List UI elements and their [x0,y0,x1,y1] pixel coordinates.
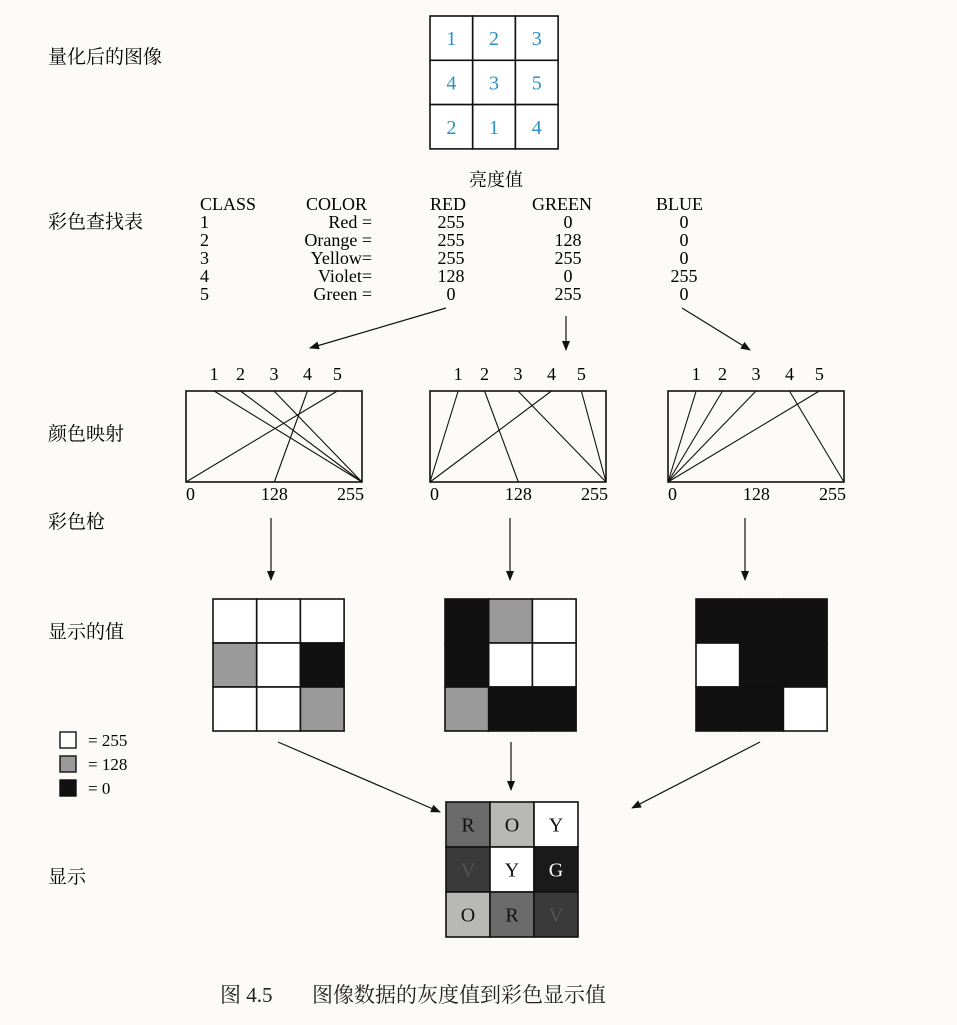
lookup-cell-red: 128 [437,266,465,286]
mapping-axis-label: 128 [742,484,770,504]
lookup-cell-color: Green = [313,284,372,304]
display-cell [445,687,489,731]
label-quantized-image: 量化后的图像 [48,47,163,68]
mapping-class-label: 2 [480,364,490,384]
lookup-cell-red: 255 [437,248,465,268]
display-cell [696,687,740,731]
arrow-blue-to-display [632,742,760,808]
final-cell-letter: O [504,814,520,837]
mapping-line [668,391,696,482]
legend-label: = 0 [88,779,111,798]
display-cell [532,643,576,687]
quantized-cell-value: 4 [531,116,542,139]
mapping-line [214,391,362,482]
display-cell [300,687,344,731]
arrow-blue-mapping [682,308,750,350]
label-display: 显示 [48,867,87,888]
mapping-line [430,391,551,482]
mapping-class-label: 1 [209,364,219,384]
final-cell-letter: V [548,904,564,927]
quantized-cell-value: 1 [446,28,457,51]
final-cell-letter: O [460,904,476,927]
lookup-cell-class: 2 [200,230,209,250]
column-header-red: RED [430,194,466,214]
lookup-cell-color: Orange = [304,230,372,250]
final-cell-letter: V [460,859,476,882]
figure-caption-text: 图像数据的灰度值到彩色显示值 [312,983,606,1007]
mapping-line [186,391,337,482]
legend-swatch [60,780,76,796]
display-cell [696,643,740,687]
display-cell [783,643,827,687]
quantized-cell-value: 5 [531,72,542,95]
mapping-class-label: 3 [751,364,761,384]
quantized-cell-value: 4 [446,72,457,95]
lookup-cell-blue: 0 [679,248,689,268]
quantized-cell-value: 3 [489,72,500,95]
color-mapping-boxes [186,364,846,504]
lookup-cell-class: 3 [200,248,209,268]
mapping-box-green [430,364,608,504]
display-cell [489,687,533,731]
final-cell-letter: R [505,904,519,927]
display-cell [257,687,301,731]
mapping-line [485,391,519,482]
mapping-class-label: 1 [691,364,701,384]
legend [60,731,127,798]
display-cell [445,599,489,643]
lookup-cell-green: 255 [554,248,582,268]
mapping-class-label: 3 [269,364,279,384]
lookup-cell-green: 0 [563,266,573,286]
display-cell [532,599,576,643]
mapping-line [668,391,819,482]
figure-caption [220,983,606,1007]
display-cell [489,599,533,643]
mapping-class-label: 5 [814,364,824,384]
mapping-box-red [186,364,364,504]
lookup-cell-class: 4 [200,266,209,286]
lookup-cell-class: 1 [200,212,209,232]
lookup-cell-red: 255 [437,230,465,250]
legend-label: = 255 [88,731,128,750]
mapping-line [274,391,307,482]
mapping-axis-label: 0 [668,484,677,504]
display-cell [489,643,533,687]
mapping-axis-label: 128 [504,484,532,504]
quantized-image-grid [430,16,558,149]
brightness-header: 亮度值 [469,170,523,191]
column-header-blue: BLUE [656,194,703,214]
mapping-axis-label: 255 [337,484,364,504]
lookup-table-rows [200,212,698,304]
display-cell [445,643,489,687]
column-header-class: CLASS [200,194,257,214]
mapping-frame [430,391,606,482]
display-cell [740,599,784,643]
display-cell [783,599,827,643]
display-cell [740,687,784,731]
display-cell [213,599,257,643]
mapping-class-label: 4 [302,364,312,384]
mapping-axis-label: 0 [186,484,195,504]
mapping-line [518,391,606,482]
quantized-cell-value: 1 [489,116,500,139]
mapping-class-label: 3 [513,364,523,384]
mapping-axis-label: 255 [581,484,608,504]
mapping-axis-label: 255 [819,484,846,504]
display-cell [257,643,301,687]
quantized-cell-value: 2 [446,116,457,139]
display-cell [213,687,257,731]
display-cell [213,643,257,687]
label-color-mapping: 颜色映射 [48,424,125,445]
arrow-red-mapping [310,308,446,348]
lookup-cell-green: 0 [563,212,573,232]
display-grid-blue [696,599,827,731]
mapping-line [241,391,362,482]
lookup-cell-red: 0 [446,284,456,304]
display-cell [300,599,344,643]
mapping-frame [668,391,844,482]
mapping-box-blue [668,364,846,504]
color-gun-arrows [271,518,745,580]
legend-swatch [60,732,76,748]
lookup-cell-blue: 0 [679,212,689,232]
table-arrows [310,308,750,350]
display-cell [532,687,576,731]
display-cell [300,643,344,687]
mapping-class-label: 5 [576,364,586,384]
display-grid-green [445,599,576,731]
final-cell-letter: Y [504,859,520,882]
quantized-cell-value: 3 [531,28,542,51]
lookup-cell-green: 255 [554,284,582,304]
mapping-class-label: 2 [718,364,728,384]
display-grid-red [213,599,344,731]
final-display-grid [446,802,578,937]
final-cell-letter: R [461,814,475,837]
label-color-lookup-table: 彩色查找表 [48,212,144,233]
column-header-green: GREEN [532,194,592,214]
mapping-class-label: 4 [784,364,794,384]
mapping-class-label: 4 [546,364,556,384]
label-color-gun: 彩色枪 [48,512,106,533]
lookup-cell-blue: 255 [670,266,698,286]
lookup-cell-color: Yellow= [310,248,372,268]
lookup-cell-blue: 0 [679,284,689,304]
display-cell [740,643,784,687]
lookup-cell-green: 128 [554,230,582,250]
lookup-cell-red: 255 [437,212,465,232]
legend-swatch [60,756,76,772]
final-cell-letter: Y [548,814,564,837]
label-displayed-values: 显示的值 [48,622,125,643]
figure-number: 图 4.5 [220,983,273,1007]
mapping-axis-label: 0 [430,484,439,504]
mapping-line [430,391,458,482]
quantized-cell-value: 2 [489,28,500,51]
lookup-cell-class: 5 [200,284,209,304]
lookup-cell-blue: 0 [679,230,689,250]
mapping-class-label: 5 [332,364,342,384]
display-cell [696,599,740,643]
mapping-class-label: 1 [453,364,463,384]
mapping-axis-label: 128 [260,484,288,504]
arrow-red-to-display [278,742,440,812]
legend-label: = 128 [88,755,128,774]
mapping-class-label: 2 [236,364,246,384]
mapping-line [581,391,606,482]
lookup-cell-color: Violet= [317,266,372,286]
displayed-value-grids [213,599,827,731]
final-cell-letter: G [548,859,564,882]
display-cell [783,687,827,731]
mapping-line [668,391,723,482]
color-lookup-table [200,170,703,304]
lookup-cell-color: Red = [328,212,372,232]
column-header-color: COLOR [306,194,368,214]
mapping-frame [186,391,362,482]
display-cell [257,599,301,643]
